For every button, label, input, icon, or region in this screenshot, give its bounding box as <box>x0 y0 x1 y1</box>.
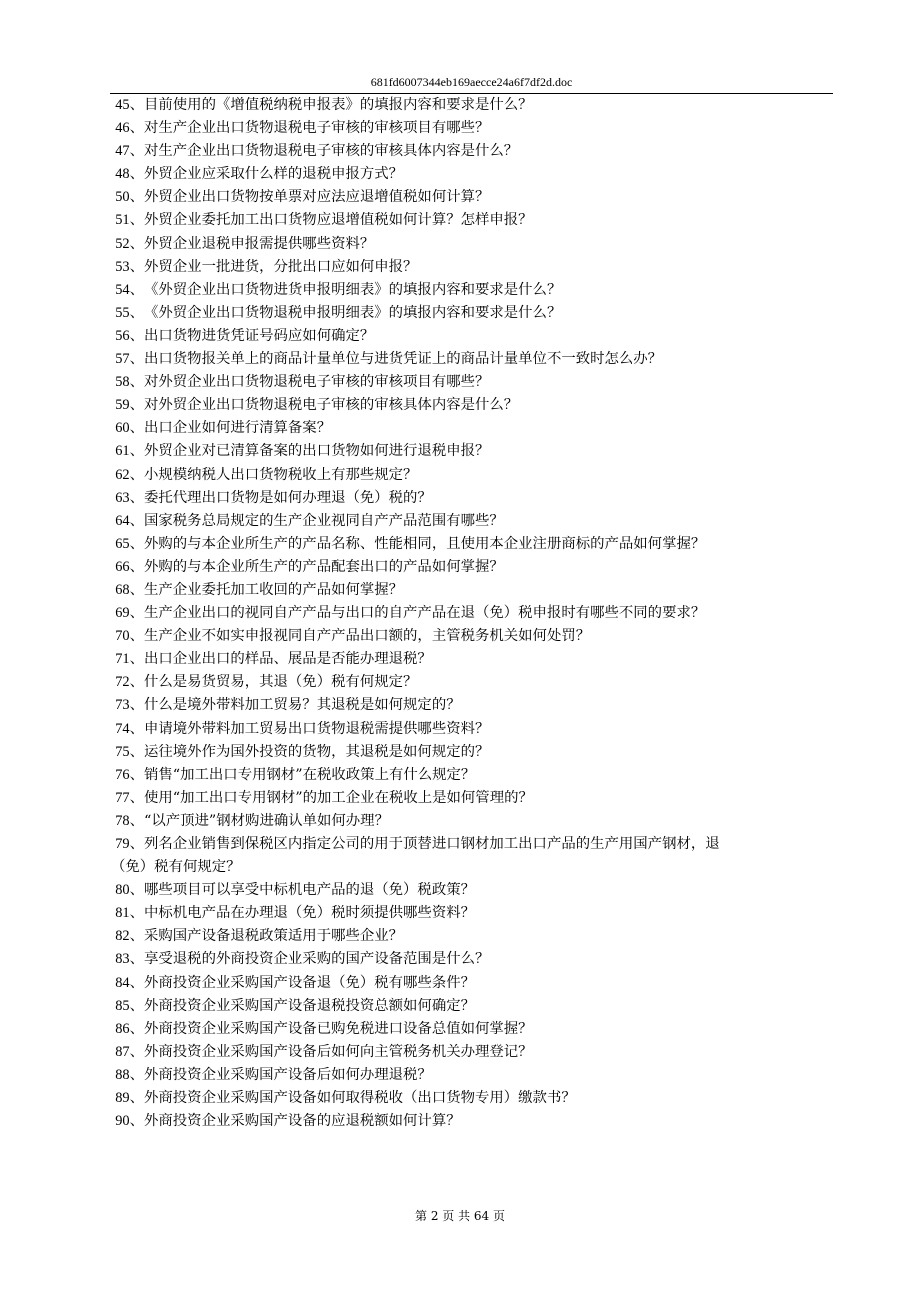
item-number: 57、 <box>115 351 144 368</box>
item-number: 55、 <box>115 304 144 321</box>
list-item <box>114 579 834 602</box>
item-text: 生产企业不如实申报视同自产产品出口额的，主管税务机关如何处罚？ <box>144 628 591 645</box>
item-text: 《外贸企业出口货物退税申报明细表》的填报内容和要求是什么？ <box>144 304 562 321</box>
list-item <box>114 995 834 1018</box>
item-number: 69、 <box>115 605 144 622</box>
page-footer: 第 2 页 共 64 页 <box>415 1209 505 1223</box>
item-text: 国家税务总局规定的生产企业视同自产产品范围有哪些？ <box>144 512 504 529</box>
item-text: 使用“加工出口专用钢材”的加工企业在税收上是如何管理的？ <box>144 789 533 806</box>
item-number: 51、 <box>115 212 144 229</box>
list-item <box>114 440 834 463</box>
item-number: 76、 <box>115 766 144 783</box>
list-item <box>114 163 834 186</box>
item-number: 50、 <box>115 189 144 206</box>
item-text: 申请境外带料加工贸易出口货物退税需提供哪些资料？ <box>144 720 490 737</box>
list-item <box>114 186 834 209</box>
item-number: 47、 <box>115 143 144 160</box>
list-item <box>114 302 834 325</box>
list-item <box>114 925 834 948</box>
list-item <box>114 879 834 902</box>
list-item <box>114 94 834 117</box>
item-number: 54、 <box>115 281 144 298</box>
list-item <box>114 602 834 625</box>
item-number: 45、 <box>115 97 144 113</box>
list-item <box>114 279 834 302</box>
list-item <box>114 140 834 163</box>
item-text: 委托代理出口货物是如何办理退（免）税的？ <box>144 489 432 506</box>
list-item <box>114 117 834 140</box>
list-item <box>114 1064 834 1087</box>
item-number: 89、 <box>115 1090 144 1107</box>
list-item <box>114 256 834 279</box>
item-number: 53、 <box>115 258 144 275</box>
list-item <box>114 625 834 648</box>
list-item <box>114 787 834 810</box>
header-filename: 681fd6007344eb169aecce24a6f7df2d.doc <box>370 75 573 89</box>
item-number: 62、 <box>115 466 144 483</box>
item-number: 60、 <box>115 420 144 437</box>
list-item <box>114 718 834 741</box>
list-item <box>114 1018 834 1041</box>
item-number: 61、 <box>115 443 144 460</box>
list-item <box>114 556 834 579</box>
item-number: 79、 <box>115 836 144 852</box>
item-text: 生产企业出口的视同自产产品与出口的自产产品在退（免）税申报时有哪些不同的要求？ <box>144 605 706 622</box>
item-number: 85、 <box>115 997 144 1014</box>
item-text: 外商投资企业采购国产设备的应退税额如何计算？ <box>144 1113 461 1130</box>
item-text: 采购国产设备退税政策适用于哪些企业？ <box>144 928 404 945</box>
list-item <box>114 233 834 256</box>
list-item <box>114 810 834 833</box>
list-item <box>114 972 834 995</box>
item-number: 77、 <box>115 789 144 806</box>
item-number: 58、 <box>115 374 144 391</box>
list-item <box>114 464 834 487</box>
item-number: 73、 <box>115 697 144 714</box>
item-number: 84、 <box>115 974 144 991</box>
item-number: 59、 <box>115 397 144 414</box>
list-item <box>114 510 834 533</box>
item-text: 享受退税的外商投资企业采购的国产设备范围是什么？ <box>144 951 490 968</box>
item-text: 对外贸企业出口货物退税电子审核的审核具体内容是什么？ <box>144 397 519 414</box>
list-item <box>114 1041 834 1064</box>
item-text: 外贸企业应采取什么样的退税申报方式？ <box>144 166 404 183</box>
item-text: 出口货物进货凭证号码应如何确定？ <box>144 327 375 344</box>
list-item <box>114 741 834 764</box>
list-item-continuation: （免）税有何规定？ <box>111 859 241 876</box>
item-number: 56、 <box>115 327 144 344</box>
list-item <box>114 325 834 348</box>
list-item <box>114 948 834 971</box>
item-number: 46、 <box>115 120 144 137</box>
list-item <box>114 394 834 417</box>
item-text: 销售“加工出口专用钢材”在税收政策上有什么规定？ <box>144 766 476 783</box>
item-number: 81、 <box>115 905 144 922</box>
item-number: 74、 <box>115 720 144 737</box>
item-text: 目前使用的《增值税纳税申报表》的填报内容和要求是什么？ <box>144 97 533 113</box>
list-item <box>114 1087 834 1110</box>
item-text: 列名企业销售到保税区内指定公司的用于顶替进口钢材加工出口产品的生产用国产钢材，退 <box>144 836 720 852</box>
list-item <box>114 1110 834 1133</box>
item-number: 68、 <box>115 581 144 598</box>
item-text: 运往境外作为国外投资的货物，其退税是如何规定的？ <box>144 743 490 760</box>
list-item <box>114 348 834 371</box>
item-text: 外贸企业委托加工出口货物应退增值税如何计算？怎样申报？ <box>144 212 533 229</box>
item-number: 90、 <box>115 1113 144 1130</box>
list-item <box>114 648 834 671</box>
list-item <box>114 671 834 694</box>
item-text: 外商投资企业采购国产设备已购免税进口设备总值如何掌握？ <box>144 1020 533 1037</box>
list-item <box>114 833 834 856</box>
item-text: 对外贸企业出口货物退税电子审核的审核项目有哪些？ <box>144 374 490 391</box>
question-list <box>111 94 834 1133</box>
list-item <box>114 764 834 787</box>
item-text: 对生产企业出口货物退税电子审核的审核项目有哪些？ <box>144 120 490 137</box>
item-number: 52、 <box>115 235 144 252</box>
item-number: 78、 <box>115 812 144 829</box>
item-text: 外商投资企业采购国产设备退税投资总额如何确定？ <box>144 997 475 1014</box>
item-number: 70、 <box>115 628 144 645</box>
list-item <box>114 209 834 232</box>
list-item <box>114 694 834 717</box>
item-text: 中标机电产品在办理退（免）税时须提供哪些资料？ <box>144 905 475 922</box>
item-text: 对生产企业出口货物退税电子审核的审核具体内容是什么？ <box>144 143 519 160</box>
page-header <box>110 75 833 94</box>
item-text: 小规模纳税人出口货物税收上有那些规定？ <box>144 466 418 483</box>
item-text: “以产顶进”钢材购进确认单如何办理？ <box>144 812 389 829</box>
item-text: 外贸企业出口货物按单票对应法应退增值税如何计算？ <box>144 189 490 206</box>
item-number: 75、 <box>115 743 144 760</box>
item-number: 66、 <box>115 558 144 575</box>
item-text: 外贸企业一批进货，分批出口应如何申报？ <box>144 258 418 275</box>
list-item <box>114 533 834 556</box>
item-text: 外商投资企业采购国产设备后如何向主管税务机关办理登记？ <box>144 1043 533 1060</box>
item-text: 外商投资企业采购国产设备后如何办理退税？ <box>144 1066 432 1083</box>
item-text: 外购的与本企业所生产的产品名称、性能相同，且使用本企业注册商标的产品如何掌握？ <box>144 535 706 552</box>
list-item <box>114 902 834 925</box>
item-text: 什么是境外带料加工贸易？其退税是如何规定的？ <box>144 697 461 714</box>
item-number: 88、 <box>115 1066 144 1083</box>
item-text: 什么是易货贸易，其退（免）税有何规定？ <box>144 674 418 691</box>
item-number: 71、 <box>115 651 144 668</box>
list-item <box>114 417 834 440</box>
item-number: 63、 <box>115 489 144 506</box>
item-text: 哪些项目可以享受中标机电产品的退（免）税政策？ <box>144 882 475 899</box>
item-text: 《外贸企业出口货物进货申报明细表》的填报内容和要求是什么？ <box>144 281 562 298</box>
item-number: 86、 <box>115 1020 144 1037</box>
item-number: 64、 <box>115 512 144 529</box>
item-number: 80、 <box>115 882 144 899</box>
item-number: 83、 <box>115 951 144 968</box>
item-text: 出口企业如何进行清算备案？ <box>144 420 332 437</box>
item-number: 48、 <box>115 166 144 183</box>
item-text: 外商投资企业采购国产设备如何取得税收（出口货物专用）缴款书？ <box>144 1090 576 1107</box>
item-number: 82、 <box>115 928 144 945</box>
item-text: 外贸企业退税申报需提供哪些资料？ <box>144 235 375 252</box>
item-text: 生产企业委托加工收回的产品如何掌握？ <box>144 581 404 598</box>
item-text: 外商投资企业采购国产设备退（免）税有哪些条件？ <box>144 974 475 991</box>
item-text: 外贸企业对已清算备案的出口货物如何进行退税申报？ <box>144 443 490 460</box>
list-item <box>114 487 834 510</box>
item-text: 外购的与本企业所生产的产品配套出口的产品如何掌握？ <box>144 558 504 575</box>
item-text: 出口企业出口的样品、展品是否能办理退税？ <box>144 651 432 668</box>
item-number: 87、 <box>115 1043 144 1060</box>
item-number: 72、 <box>115 674 144 691</box>
list-item <box>114 371 834 394</box>
item-number: 65、 <box>115 535 144 552</box>
item-text: 出口货物报关单上的商品计量单位与进货凭证上的商品计量单位不一致时怎么办？ <box>144 351 663 368</box>
